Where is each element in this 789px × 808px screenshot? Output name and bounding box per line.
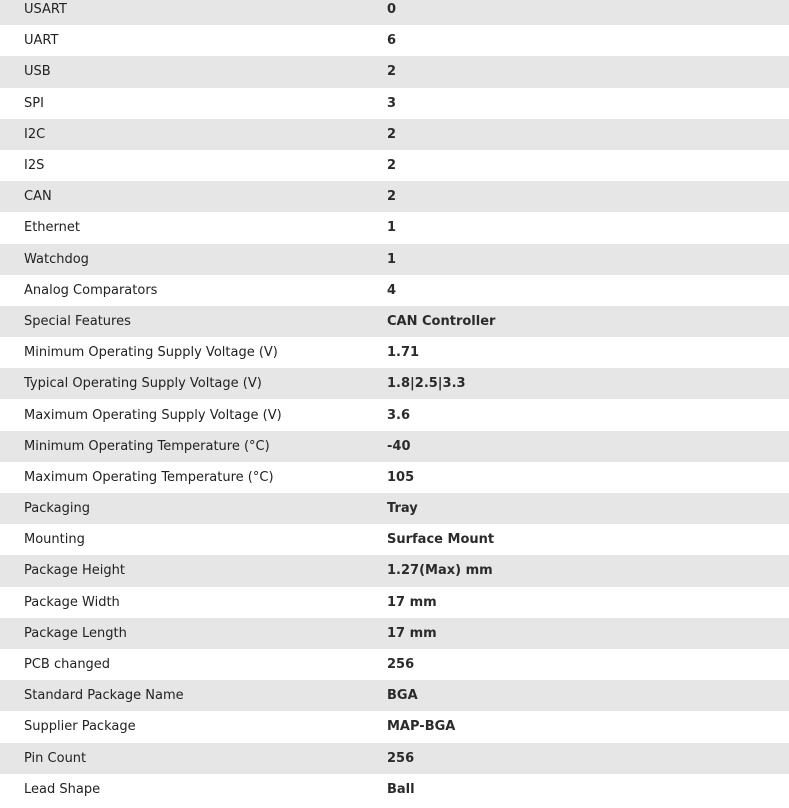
spec-value: 2 bbox=[387, 64, 397, 80]
spec-value: 2 bbox=[387, 126, 397, 142]
spec-value: CAN Controller bbox=[387, 313, 496, 329]
spec-name: CAN bbox=[24, 189, 52, 205]
spec-row bbox=[0, 399, 789, 430]
spec-value: 1 bbox=[387, 220, 397, 236]
spec-value: 1 bbox=[387, 251, 397, 267]
spec-name: Packaging bbox=[24, 501, 90, 517]
spec-row bbox=[0, 88, 789, 119]
spec-value: Tray bbox=[387, 501, 418, 517]
spec-value: 2 bbox=[387, 158, 397, 174]
spec-row bbox=[0, 649, 789, 680]
spec-value: Ball bbox=[387, 781, 415, 797]
spec-row bbox=[0, 181, 789, 212]
spec-name: Package Length bbox=[24, 625, 127, 641]
spec-value: 2 bbox=[387, 189, 397, 205]
spec-value: MAP-BGA bbox=[387, 719, 456, 735]
spec-value: BGA bbox=[387, 688, 418, 704]
spec-row bbox=[0, 431, 789, 462]
spec-row bbox=[0, 462, 789, 493]
spec-value: 256 bbox=[387, 750, 415, 766]
spec-name: Typical Operating Supply Voltage (V) bbox=[24, 376, 262, 392]
spec-name: Package Width bbox=[24, 594, 120, 610]
spec-name: UART bbox=[24, 33, 59, 49]
spec-row bbox=[0, 306, 789, 337]
spec-row bbox=[0, 587, 789, 618]
spec-name: Standard Package Name bbox=[24, 688, 184, 704]
spec-value: 4 bbox=[387, 282, 397, 298]
spec-name: Analog Comparators bbox=[24, 282, 158, 298]
spec-name: PCB changed bbox=[24, 657, 111, 673]
spec-name: I2C bbox=[24, 126, 46, 142]
spec-value: 105 bbox=[387, 469, 415, 485]
spec-name: Ethernet bbox=[24, 220, 80, 236]
spec-name: Maximum Operating Supply Voltage (V) bbox=[24, 407, 282, 423]
spec-name: Minimum Operating Supply Voltage (V) bbox=[24, 345, 278, 361]
spec-name: Package Height bbox=[24, 563, 125, 579]
spec-value: 0 bbox=[387, 2, 397, 18]
spec-row bbox=[0, 150, 789, 181]
spec-row bbox=[0, 212, 789, 243]
spec-row bbox=[0, 618, 789, 649]
spec-name: Maximum Operating Temperature (°C) bbox=[24, 469, 274, 485]
spec-value: 3 bbox=[387, 95, 397, 111]
spec-value: -40 bbox=[387, 438, 411, 454]
spec-name: Special Features bbox=[24, 313, 131, 329]
spec-name: Minimum Operating Temperature (°C) bbox=[24, 438, 270, 454]
spec-value: 1.8|2.5|3.3 bbox=[387, 376, 466, 392]
spec-row bbox=[0, 680, 789, 711]
spec-value: Surface Mount bbox=[387, 532, 495, 548]
spec-value: 1.27(Max) mm bbox=[387, 563, 493, 579]
spec-name: Watchdog bbox=[24, 251, 89, 267]
spec-row bbox=[0, 774, 789, 805]
spec-name: Mounting bbox=[24, 532, 85, 548]
spec-row bbox=[0, 555, 789, 586]
spec-value: 3.6 bbox=[387, 407, 411, 423]
spec-row bbox=[0, 56, 789, 87]
spec-row bbox=[0, 711, 789, 742]
spec-name: Pin Count bbox=[24, 750, 87, 766]
spec-row bbox=[0, 368, 789, 399]
spec-row bbox=[0, 0, 789, 25]
spec-name: Supplier Package bbox=[24, 719, 136, 735]
spec-row bbox=[0, 119, 789, 150]
spec-value: 1.71 bbox=[387, 345, 420, 361]
spec-row bbox=[0, 275, 789, 306]
spec-name: USART bbox=[24, 2, 67, 18]
spec-value: 6 bbox=[387, 33, 397, 49]
spec-name: I2S bbox=[24, 158, 45, 174]
spec-name: USB bbox=[24, 64, 51, 80]
spec-name: Lead Shape bbox=[24, 781, 101, 797]
spec-row bbox=[0, 244, 789, 275]
spec-row bbox=[0, 337, 789, 368]
spec-row bbox=[0, 743, 789, 774]
spec-name: SPI bbox=[24, 95, 44, 111]
spec-value: 256 bbox=[387, 657, 415, 673]
spec-value: 17 mm bbox=[387, 594, 437, 610]
spec-value: 17 mm bbox=[387, 625, 437, 641]
spec-row bbox=[0, 25, 789, 56]
spec-row bbox=[0, 524, 789, 555]
spec-row bbox=[0, 493, 789, 524]
